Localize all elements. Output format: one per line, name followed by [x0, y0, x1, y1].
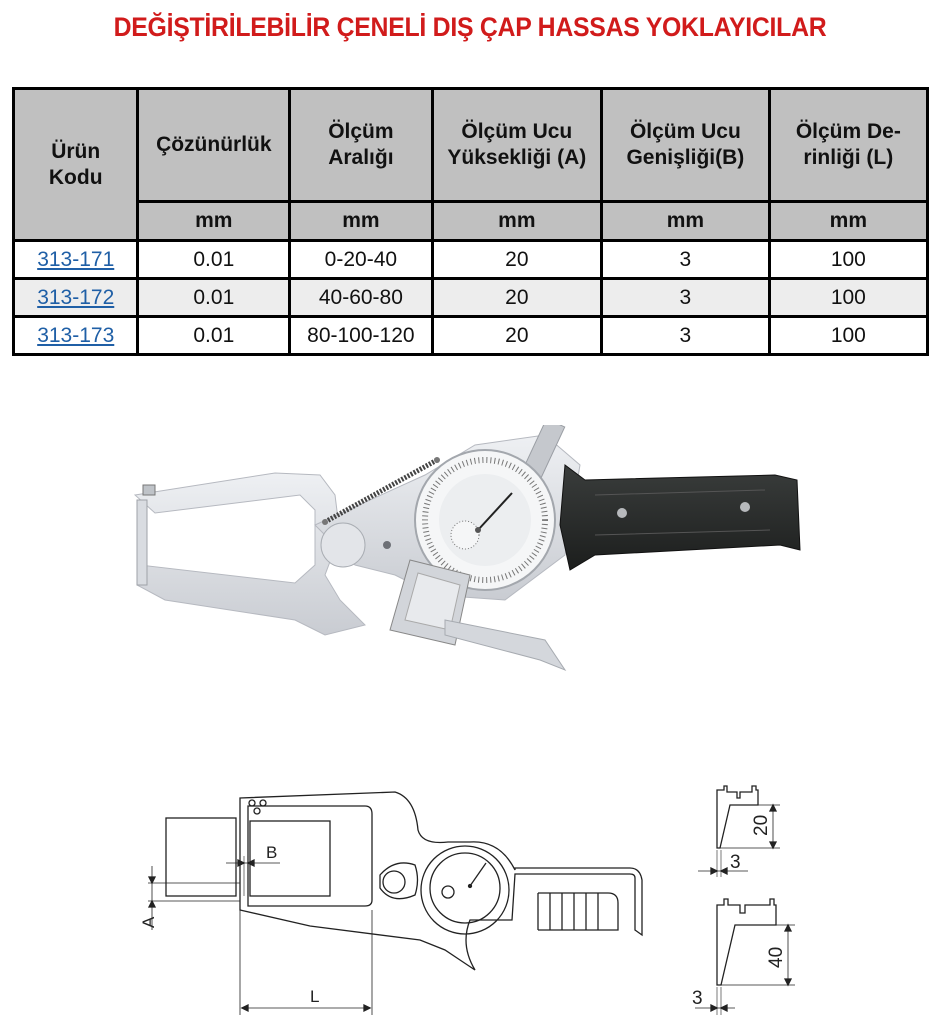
unit-cell: mm [290, 202, 432, 241]
table-row [14, 241, 928, 279]
caliper-gauge-photo [125, 425, 825, 690]
resolution-cell: 0.01 [138, 279, 290, 317]
table-row [14, 279, 928, 317]
header-row [14, 89, 928, 202]
detail-bottom-width: 3 [692, 988, 703, 1009]
units-row [14, 202, 928, 241]
header-tip-width [602, 89, 770, 202]
range-cell: 0-20-40 [290, 241, 432, 279]
header-text: Ölçüm [328, 120, 394, 143]
label-b: B [266, 843, 278, 862]
depth-cell: 100 [769, 279, 927, 317]
unit-cell: mm [432, 202, 601, 241]
detail-bottom-height: 40 [766, 946, 787, 968]
product-code-cell [14, 317, 138, 355]
range-cell: 80-100-120 [290, 317, 432, 355]
unit-cell: mm [602, 202, 770, 241]
product-code-cell [14, 279, 138, 317]
unit-cell: mm [769, 202, 927, 241]
table-row [14, 317, 928, 355]
depth-cell: 100 [769, 317, 927, 355]
header-text: rinliği (L) [803, 146, 894, 169]
technical-drawing [130, 770, 690, 1020]
header-text: Kodu [48, 165, 103, 189]
product-link[interactable]: 313-173 [37, 323, 115, 347]
product-link[interactable]: 313-171 [37, 247, 115, 271]
header-text: Ölçüm Ucu [629, 120, 741, 143]
header-text: Ölçüm Ucu [461, 120, 573, 143]
header-text: Ölçüm De- [795, 120, 901, 143]
page-title: DEĞİŞTİRİLEBİLİR ÇENELİ DIŞ ÇAP HASSAS YOKLAYICILAR [113, 12, 827, 42]
detail-top-height: 20 [751, 814, 772, 836]
header-text: Aralığı [328, 146, 394, 169]
tip-width-cell: 3 [602, 241, 770, 279]
tip-detail-drawings [690, 770, 820, 1020]
spec-table [12, 87, 929, 356]
label-l: L [310, 987, 320, 1006]
header-text: Çözünürlük [156, 133, 272, 156]
header-product-code [14, 89, 138, 241]
header-range [290, 89, 432, 202]
unit-cell: mm [138, 202, 290, 241]
resolution-cell: 0.01 [138, 317, 290, 355]
label-a: A [139, 916, 158, 928]
header-tip-height [432, 89, 601, 202]
depth-cell: 100 [769, 241, 927, 279]
range-cell: 40-60-80 [290, 279, 432, 317]
product-code-cell [14, 241, 138, 279]
header-text: Genişliği(B) [626, 146, 745, 169]
product-link[interactable]: 313-172 [37, 285, 115, 309]
header-text: Yüksekliği (A) [447, 146, 587, 169]
detail-top-width: 3 [730, 852, 741, 873]
tip-width-cell: 3 [602, 279, 770, 317]
tip-height-cell: 20 [432, 317, 601, 355]
resolution-cell: 0.01 [138, 241, 290, 279]
tip-height-cell: 20 [432, 279, 601, 317]
header-depth [769, 89, 927, 202]
header-resolution [138, 89, 290, 202]
header-text: Ürün [51, 139, 101, 163]
tip-height-cell: 20 [432, 241, 601, 279]
tip-width-cell: 3 [602, 317, 770, 355]
